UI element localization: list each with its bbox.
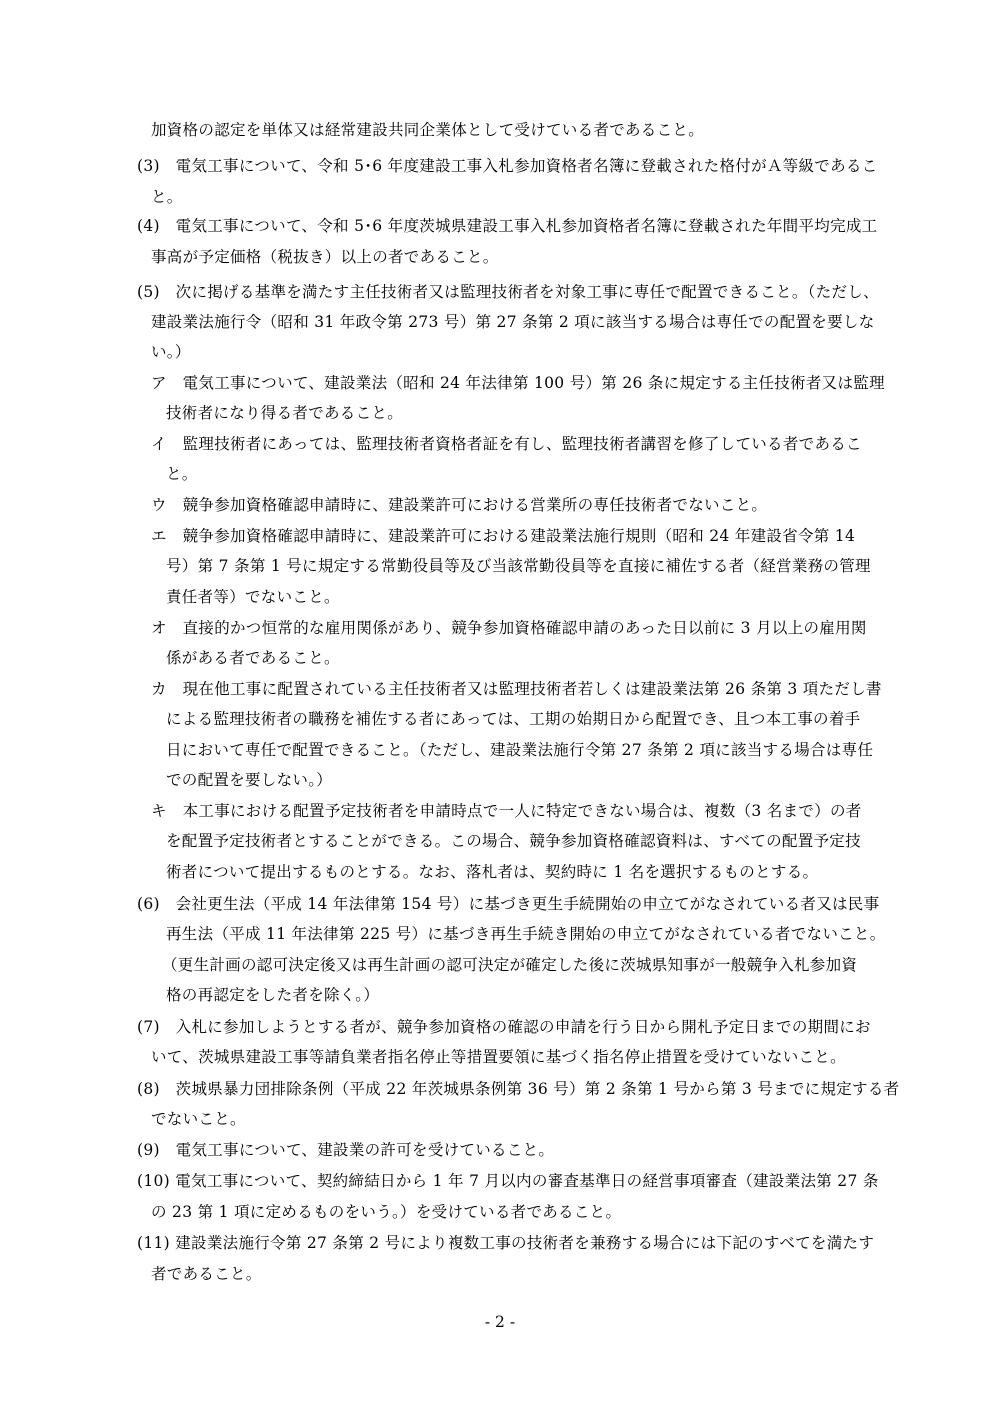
text-line: 技術者になり得る者であること。 xyxy=(166,404,404,422)
text-line: (4) 電気工事について、令和 5･6 年度茨城県建設工事入札参加資格者名簿に登載された年間平均完成工 xyxy=(137,217,878,235)
text-line: 事高が予定価格（税抜き）以上の者であること。 xyxy=(151,248,499,266)
text-line: 再生法（平成 11 年法律第 225 号）に基づき再生手続き開始の申立てがなされている者でないこと。 xyxy=(166,925,886,943)
text-line: ウ 競争参加資格確認申請時に、建設業許可における営業所の専任技術者でないこと。 xyxy=(151,496,768,514)
text-line: 建設業法施行令（昭和 31 年政令第 273 号）第 27 条第 2 項に該当する場合は専任での配置を要しな xyxy=(151,313,875,331)
text-line: 加資格の認定を単体又は経常建設共同企業体として受けている者であること。 xyxy=(151,121,705,139)
text-line: の 23 第 1 項に定めるものをいう。）を受けている者であること。 xyxy=(151,1203,622,1221)
text-line: (10) 電気工事について、契約締結日から 1 年 7 月以内の審査基準日の経営事項審査（建設業法第 27 条 xyxy=(137,1172,879,1190)
text-line: と。 xyxy=(151,188,183,206)
text-line: （更生計画の認可決定後又は再生計画の認可決定が確定した後に茨城県知事が一般競争入札参加資 xyxy=(162,956,858,974)
text-line: での配置を要しない。） xyxy=(166,771,333,789)
text-line: 日において専任で配置できること。（ただし、建設業法施行令第 27 条第 2 項に該当する場合は専任 xyxy=(166,741,874,759)
text-line: エ 競争参加資格確認申請時に、建設業許可における建設業法施行規則（昭和 24 年建設省令第 14 xyxy=(151,527,856,545)
text-line: による監理技術者の職務を補佐する者にあっては、工期の始期日から配置でき、且つ本工事の着手 xyxy=(166,710,861,728)
text-line: イ 監理技術者にあっては、監理技術者資格者証を有し、監理技術者講習を修了している者であるこ xyxy=(151,435,862,453)
text-line: 係がある者であること。 xyxy=(166,649,340,667)
text-line: 者であること。 xyxy=(151,1265,262,1283)
text-line: (5) 次に掲げる基準を満たす主任技術者又は監理技術者を対象工事に専任で配置できること。（ただし、 xyxy=(137,283,879,301)
text-line: (9) 電気工事について、建設業の許可を受けていること。 xyxy=(137,1141,555,1159)
text-line: 号）第 7 条第 1 号に規定する常勤役員等及び当該常勤役員等を直接に補佐する者（経営業務の管理 xyxy=(166,557,871,575)
text-line: いて、茨城県建設工事等請負業者指名停止等措置要領に基づく指名停止措置を受けていないこと。 xyxy=(151,1048,846,1066)
text-line: (6) 会社更生法（平成 14 年法律第 154 号）に基づき更生手続開始の申立てがなされている者又は民事 xyxy=(137,895,880,913)
text-line: カ 現在他工事に配置されている主任技術者又は監理技術者若しくは建設業法第 26 条第 3 項ただし書 xyxy=(151,680,882,698)
text-line: (3) 電気工事について、令和 5･6 年度建設工事入札参加資格者名簿に登載された格付がＡ等級であるこ xyxy=(137,157,878,175)
text-line: ア 電気工事について、建設業法（昭和 24 年法律第 100 号）第 26 条に規定する主任技術者又は監理 xyxy=(151,374,885,392)
text-line: 術者について提出するものとする。なお、落札者は、契約時に 1 名を選択するものとする。 xyxy=(166,863,819,881)
text-line: い。） xyxy=(151,343,191,361)
text-line: 格の再認定をした者を除く。） xyxy=(166,986,380,1004)
text-line: でないこと。 xyxy=(151,1110,246,1128)
text-line: (7) 入札に参加しようとする者が、競争参加資格の確認の申請を行う日から開札予定日までの期間にお xyxy=(137,1018,871,1036)
text-line: キ 本工事における配置予定技術者を申請時点で一人に特定できない場合は、複数（3 名まで）の者 xyxy=(151,802,862,820)
text-line: 責任者等）でないこと。 xyxy=(166,588,340,606)
text-line: と。 xyxy=(166,465,198,483)
text-line: (8) 茨城県暴力団排除条例（平成 22 年茨城県条例第 36 号）第 2 条第 1 号から第 3 号までに規定する者 xyxy=(137,1080,900,1098)
text-line: (11) 建設業法施行令第 27 条第 2 号により複数工事の技術者を兼務する場合には下記のすべてを満たす xyxy=(137,1234,875,1252)
text-line: を配置予定技術者とすることができる。この場合、競争参加資格確認資料は、すべての配置予定技 xyxy=(166,832,861,850)
page-number: - 2 - xyxy=(484,1313,516,1331)
text-line: オ 直接的かつ恒常的な雇用関係があり、競争参加資格確認申請のあった日以前に 3 月以上の雇用関 xyxy=(151,619,867,637)
